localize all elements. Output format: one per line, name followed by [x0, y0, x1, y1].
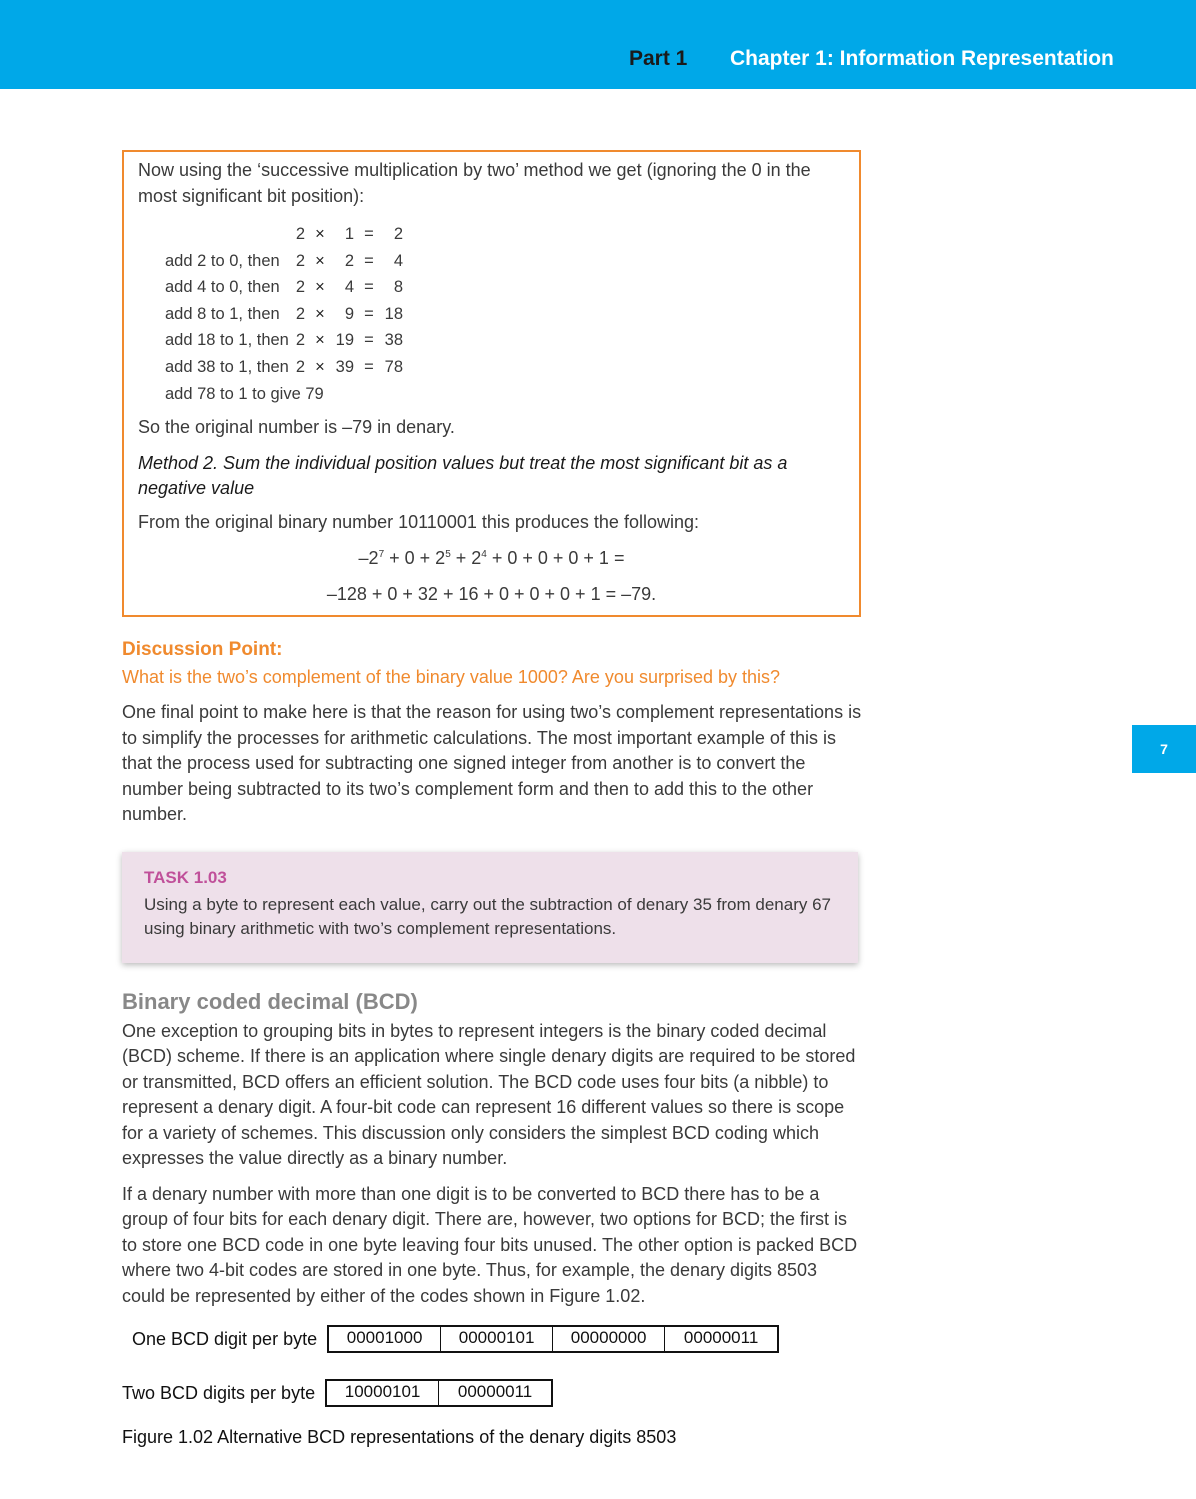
byte-cell: 10000101 — [327, 1381, 439, 1405]
calc-operand: 2 — [344, 251, 354, 270]
task-box — [122, 852, 858, 963]
header-chapter-title: Chapter 1: Information Representation — [730, 47, 1114, 70]
calc-operand: 9 — [344, 304, 354, 323]
byte-cell: 00000000 — [553, 1327, 665, 1351]
calc-operand: 19 — [335, 331, 354, 350]
formula-term: + 2 — [450, 548, 482, 569]
calc-final-text: add 78 to 1 to give 79 — [165, 384, 324, 403]
calc-row — [165, 354, 845, 381]
calc-multiplier: 2 — [295, 251, 305, 270]
times-sign: × — [315, 357, 325, 376]
calc-prefix: add 18 to 1, then — [165, 331, 289, 350]
byte-cells — [327, 1325, 779, 1353]
byte-cells — [325, 1379, 553, 1407]
calc-result: 8 — [393, 278, 403, 297]
byte-cell: 00000011 — [683, 1328, 759, 1348]
calc-prefix — [165, 221, 293, 248]
times-sign: × — [315, 278, 325, 297]
formula-exponent: 7 — [378, 549, 385, 561]
worked-example-box — [122, 150, 861, 617]
page-number: 7 — [1160, 741, 1168, 757]
calc-multiplier: 2 — [295, 357, 305, 376]
formula-exponent: 4 — [481, 549, 487, 561]
formula-term: + 0 + 2 — [384, 548, 446, 569]
bcd-paragraph-1: One exception to grouping bits in bytes to represent integers is the binary coded decimal (BCD) scheme. If there is an application where single denary digits are required to be stored or transmitted, BCD offers an efficient solution. The BCD code uses four bits (a nibble) to represent a denary digit. A four-bit code can represent 16 different values so there is scope for a variety of schemes. This discussion only considers the simplest BCD coding which expresses the value directly as a binary number. — [122, 1020, 856, 1169]
formula-term: + 0 + 0 + 0 + 1 = — [486, 548, 625, 569]
header-band — [0, 0, 1196, 89]
page-content — [122, 150, 862, 1448]
formula-exponent: 5 — [445, 549, 451, 561]
calc-result: 18 — [384, 304, 403, 323]
task-title: TASK 1.03 — [144, 867, 227, 887]
times-sign: × — [315, 331, 325, 350]
figure-row-label: One BCD digit per byte — [132, 1328, 318, 1349]
calc-operand: 1 — [344, 225, 354, 243]
discussion-question: What is the two’s complement of the binary value 1000? Are you surprised by this? — [122, 667, 781, 688]
calc-row — [165, 221, 845, 248]
figure-caption: Figure 1.02 Alternative BCD representations of the denary digits 8503 — [122, 1427, 677, 1448]
box-conclusion: So the original number is –79 in denary. — [138, 417, 455, 438]
formula-powers — [138, 545, 845, 571]
calc-multiplier: 2 — [295, 304, 305, 323]
calc-prefix: add 38 to 1, then — [165, 357, 289, 376]
equals-sign: = — [364, 331, 374, 350]
header-part-label: Part 1 — [629, 47, 688, 70]
multiplication-table — [165, 221, 845, 407]
calc-final-row — [165, 381, 845, 408]
figure-row-label: Two BCD digits per byte — [122, 1382, 316, 1403]
times-sign: × — [315, 225, 325, 243]
task-text: Using a byte to represent each value, carry out the subtraction of denary 35 from denary 67 using binary arithmetic with two’s complement representations. — [144, 894, 831, 938]
calc-multiplier: 2 — [295, 278, 305, 297]
equals-sign: = — [364, 251, 374, 270]
calc-multiplier: 2 — [295, 225, 305, 243]
calc-result: 4 — [393, 251, 403, 270]
calc-result: 38 — [384, 331, 403, 350]
byte-cell: 00000101 — [441, 1327, 553, 1351]
calc-prefix: add 2 to 0, then — [165, 251, 280, 270]
calc-operand: 39 — [335, 357, 354, 376]
calc-result: 78 — [384, 357, 403, 376]
box-intro: Now using the ‘successive multiplication by two’ method we get (ignoring the 0 in the most significant bit position): — [138, 160, 811, 206]
formula-values: –128 + 0 + 32 + 16 + 0 + 0 + 0 + 1 = –79. — [326, 584, 657, 605]
calc-prefix: add 4 to 0, then — [165, 278, 280, 297]
calc-row — [165, 274, 845, 301]
bcd-paragraph-2: If a denary number with more than one digit is to be converted to BCD there has to be a group of four bits for each denary digit. There are, however, two options for BCD; the first is to store one BCD code in one byte leaving four bits unused. The other option is packed BCD where two 4-bit codes are stored in one byte. Thus, for example, the denary digits 8503 could be represented by either of the codes shown in Figure 1.02. — [122, 1183, 858, 1306]
calc-prefix: add 8 to 1, then — [165, 304, 280, 323]
section-heading-bcd: Binary coded decimal (BCD) — [122, 988, 418, 1014]
final-point-paragraph: One final point to make here is that the reason for using two’s complement representations is to simplify the processes for arithmetic calculations. The most important example of this is that the process used for subtracting one signed integer from another is to convert the number being subtracted to its two’s complement form and then to add this to the other number. — [122, 702, 862, 825]
equals-sign: = — [364, 357, 374, 376]
byte-cell: 00000011 — [457, 1382, 533, 1402]
calc-row — [165, 248, 845, 275]
discussion-heading: Discussion Point: — [122, 639, 283, 661]
equals-sign: = — [364, 225, 374, 243]
calc-result: 2 — [393, 225, 403, 243]
formula-term: –2 — [358, 548, 379, 569]
page-number-tab — [1132, 725, 1196, 773]
figure-row-two-digits — [122, 1379, 862, 1407]
from-binary-text: From the original binary number 10110001 this produces the following: — [138, 511, 699, 532]
figure-row-one-digit — [122, 1325, 862, 1353]
calc-row — [165, 301, 845, 328]
calc-multiplier: 2 — [295, 331, 305, 350]
calc-row — [165, 327, 845, 354]
equals-sign: = — [364, 278, 374, 297]
byte-cell: 00001000 — [329, 1327, 441, 1351]
equals-sign: = — [364, 304, 374, 323]
times-sign: × — [315, 251, 325, 270]
times-sign: × — [315, 304, 325, 323]
calc-operand: 4 — [344, 278, 354, 297]
method-2-heading: Method 2. Sum the individual position values but treat the most significant bit as a negative value — [138, 452, 788, 499]
